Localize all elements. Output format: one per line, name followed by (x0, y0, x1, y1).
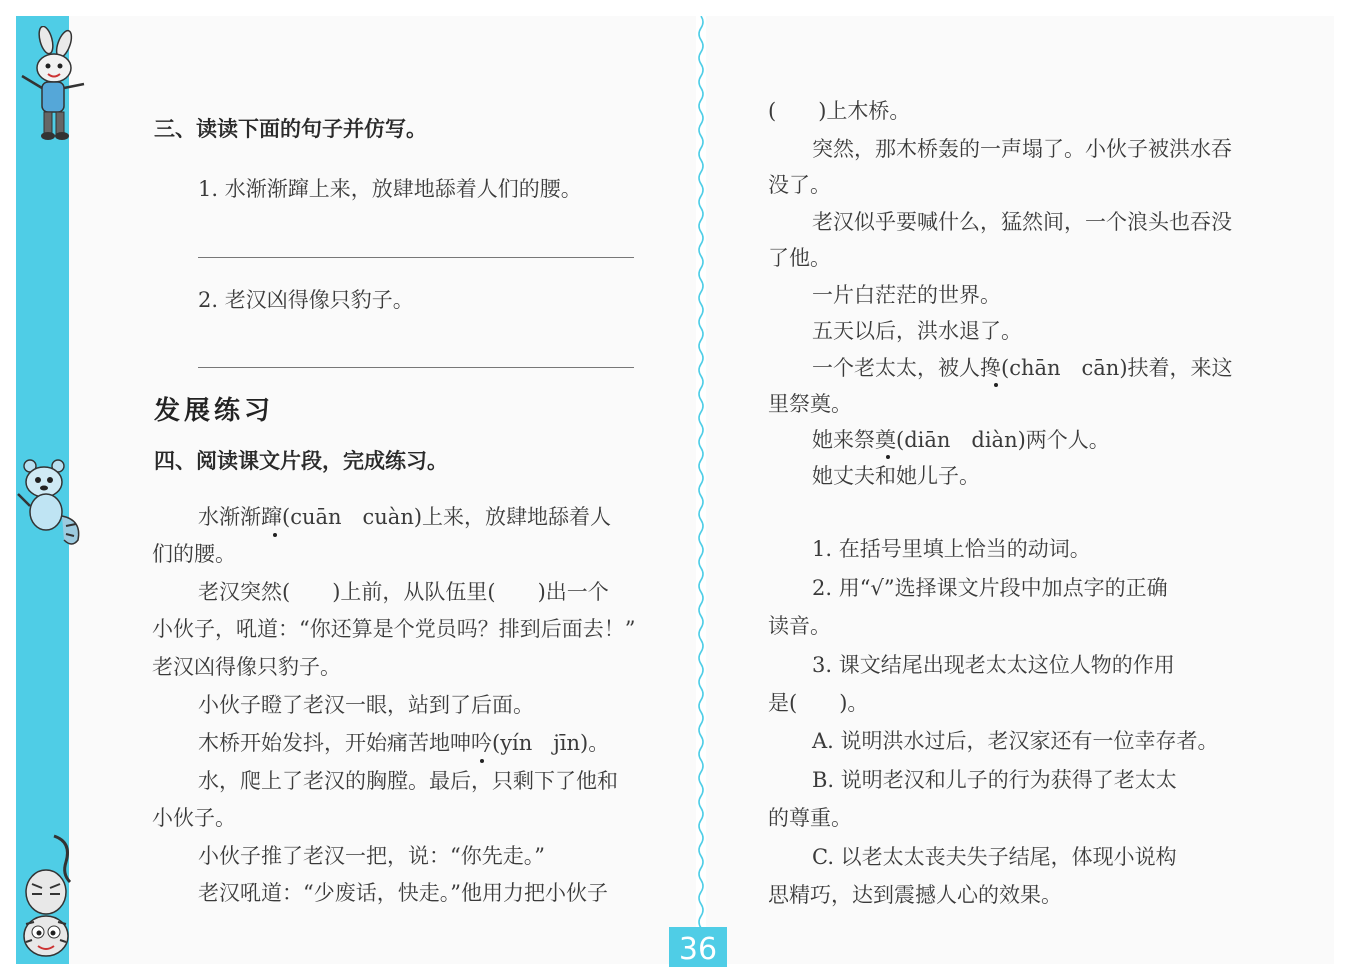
answer-line-2[interactable] (198, 367, 634, 368)
passage-line: 水渐渐蹿(cuān cuàn)上来，放肆地舔着人 (198, 505, 612, 529)
development-practice-heading: 发展练习 (154, 396, 275, 426)
passage-line: 了他。 (768, 246, 831, 270)
question-1: 1. 在括号里填上恰当的动词。 (812, 537, 1091, 561)
option-c[interactable]: C. 以老太太丧夫失子结尾，体现小说构 (812, 845, 1177, 869)
left-page (16, 16, 696, 964)
raccoon-mascot-icon (16, 456, 90, 548)
passage-line: 老汉似乎要喊什么，猛然间，一个浪头也吞没 (812, 210, 1232, 234)
emphasis-dot (480, 759, 484, 763)
passage-line: 一片白茫茫的世界。 (812, 283, 1001, 307)
s3-question-2: 2. 老汉凶得像只豹子。 (198, 288, 414, 312)
emphasis-dot (994, 383, 998, 387)
passage-line: 她来祭奠(diān diàn)两个人。 (812, 428, 1110, 452)
option-b[interactable]: B. 说明老汉和儿子的行为获得了老太太 (812, 768, 1177, 792)
passage-line: 小伙子推了老汉一把，说：“你先走。” (198, 844, 545, 868)
passage-line: 水，爬上了老汉的胸膛。最后，只剩下了他和 (198, 769, 618, 793)
emphasis-dot (886, 455, 890, 459)
option-c-cont: 思精巧，达到震撼人心的效果。 (768, 883, 1062, 907)
question-3-answer-blank[interactable]: 是( )。 (768, 691, 869, 715)
passage-line: ( )上木桥。 (768, 99, 911, 123)
question-2: 2. 用“√”选择课文片段中加点字的正确 (812, 576, 1168, 600)
passage-line: 五天以后，洪水退了。 (812, 319, 1022, 343)
tiger-mascot-icon (16, 832, 78, 964)
page-number: 36 (669, 927, 727, 967)
rabbit-mascot-icon (16, 26, 92, 144)
passage-line: 小伙子。 (152, 806, 236, 830)
passage-line: 老汉吼道：“少废话，快走。”他用力把小伙子 (198, 881, 608, 905)
emphasis-dot (273, 533, 277, 537)
wavy-divider (697, 16, 705, 964)
passage-line: 小伙子，吼道：“你还算是个党员吗？排到后面去！” (152, 617, 636, 641)
section-4-title: 四、阅读课文片段，完成练习。 (154, 449, 448, 473)
option-a[interactable]: A. 说明洪水过后，老汉家还有一位幸存者。 (812, 729, 1219, 753)
s3-question-1: 1. 水渐渐蹿上来，放肆地舔着人们的腰。 (198, 177, 582, 201)
passage-line: 们的腰。 (152, 542, 236, 566)
option-b-cont: 的尊重。 (768, 806, 852, 830)
passage-line: 没了。 (768, 173, 831, 197)
answer-line-1[interactable] (198, 257, 634, 258)
passage-line: 她丈夫和她儿子。 (812, 464, 980, 488)
passage-line: 老汉凶得像只豹子。 (152, 655, 341, 679)
question-2-cont: 读音。 (768, 614, 831, 638)
passage-line: 小伙子瞪了老汉一眼，站到了后面。 (198, 693, 534, 717)
passage-line: 一个老太太，被人搀(chān cān)扶着，来这 (812, 356, 1233, 380)
passage-line: 木桥开始发抖，开始痛苦地呻吟(yín jīn)。 (198, 731, 610, 755)
question-3: 3. 课文结尾出现老太太这位人物的作用 (812, 653, 1175, 677)
section-3-title: 三、读读下面的句子并仿写。 (154, 117, 427, 141)
passage-line: 突然，那木桥轰的一声塌了。小伙子被洪水吞 (812, 137, 1232, 161)
passage-line: 老汉突然( )上前，从队伍里( )出一个 (198, 580, 609, 604)
passage-line: 里祭奠。 (768, 392, 852, 416)
